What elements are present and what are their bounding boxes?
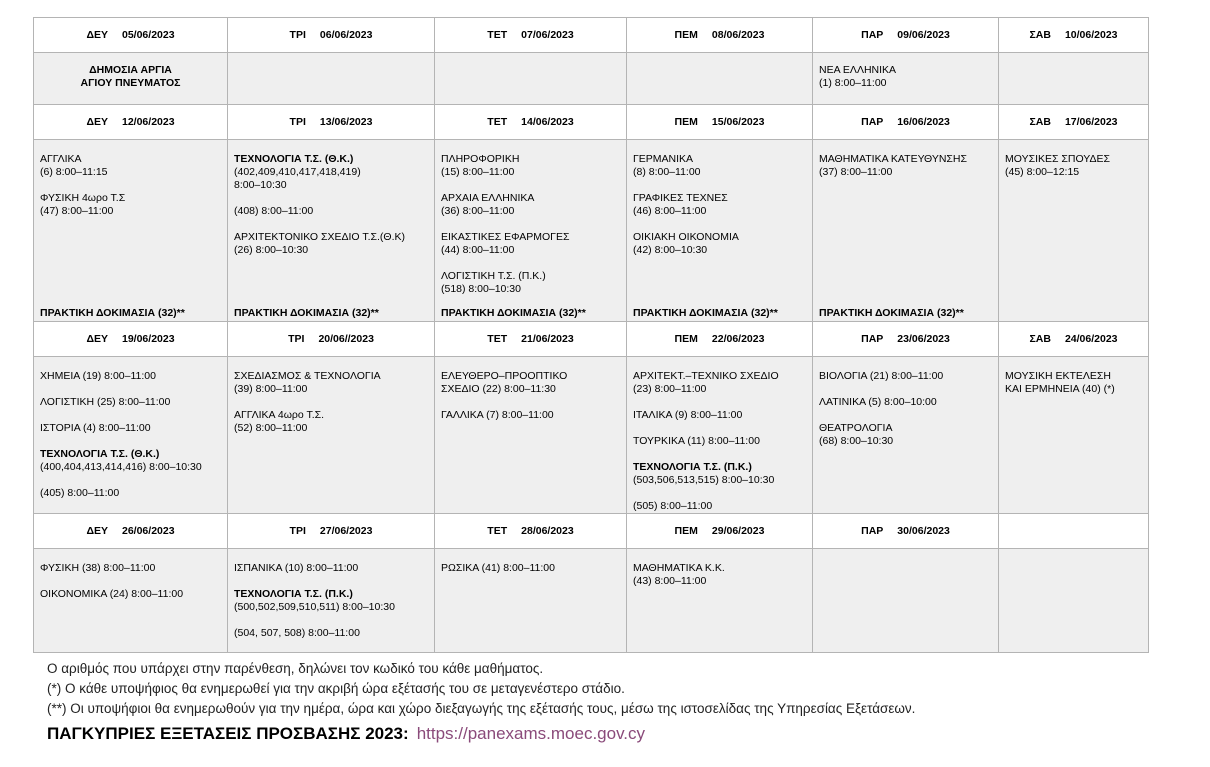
practical-test-label: ΠΡΑΚΤΙΚΗ ΔΟΚΙΜΑΣΙΑ (32)** xyxy=(40,307,185,319)
day-header: ΤΡΙ 06/06/2023 xyxy=(228,18,435,53)
day-header: ΠΑΡ 16/06/2023 xyxy=(813,105,999,140)
day-header: ΔΕΥ 05/06/2023 xyxy=(34,18,228,53)
footer xyxy=(47,724,645,744)
day-header: ΤΕΤ 07/06/2023 xyxy=(435,18,627,53)
day-header: ΔΕΥ 19/06/2023 xyxy=(34,322,228,357)
empty-cell xyxy=(435,53,627,105)
week2-header-row xyxy=(34,105,1149,140)
day-header: ΣΑΒ 17/06/2023 xyxy=(999,105,1149,140)
day-header: ΤΕΤ 14/06/2023 xyxy=(435,105,627,140)
practical-test-label: ΠΡΑΚΤΙΚΗ ΔΟΚΙΜΑΣΙΑ (32)** xyxy=(633,307,778,319)
practical-test-label: ΠΡΑΚΤΙΚΗ ΔΟΚΙΜΑΣΙΑ (32)** xyxy=(819,307,964,319)
note-course-code: Ο αριθμός που υπάρχει στην παρένθεση, δηλώνει τον κωδικό του κάθε μαθήματος. xyxy=(47,661,544,676)
day-header: ΣΑΒ 24/06/2023 xyxy=(999,322,1149,357)
empty-cell xyxy=(999,53,1149,105)
exam-cell: ΠΛΗΡΟΦΟΡΙΚΗ (15) 8:00–11:00 ΑΡΧΑΙΑ ΕΛΛΗΝΙΚΑ (36) 8:00–11:00 ΕΙΚΑΣΤΙΚΕΣ ΕΦΑΡΜΟΓΕΣ (44) 8:00–11:00 ΛΟΓΙΣΤΙΚΗ Τ.Σ. (Π.Κ.) (518) 8:00–10:30 ΠΡΑΚΤΙΚΗ ΔΟΚΙΜΑΣΙΑ (32)** xyxy=(435,140,627,322)
exam-schedule-table xyxy=(33,17,1149,653)
footnotes xyxy=(47,659,915,719)
day-header: ΤΡΙ 13/06/2023 xyxy=(228,105,435,140)
practical-test-label: ΠΡΑΚΤΙΚΗ ΔΟΚΙΜΑΣΙΑ (32)** xyxy=(441,307,586,319)
exam-cell: ΙΣΠΑΝΙΚΑ (10) 8:00–11:00 ΤΕΧΝΟΛΟΓΙΑ Τ.Σ. (Π.Κ.) (500,502,509,510,511) 8:00–10:30 (504, 507, 508) 8:00–11:00 xyxy=(228,549,435,653)
day-header: ΠΕΜ 15/06/2023 xyxy=(627,105,813,140)
week3-header-row xyxy=(34,322,1149,357)
exam-cell: ΣΧΕΔΙΑΣΜΟΣ & ΤΕΧΝΟΛΟΓΙΑ (39) 8:00–11:00 ΑΓΓΛΙΚΑ 4ωρο Τ.Σ. (52) 8:00–11:00 xyxy=(228,357,435,514)
exam-cell: ΑΓΓΛΙΚΑ (6) 8:00–11:15 ΦΥΣΙΚΗ 4ωρο Τ.Σ (47) 8:00–11:00 ΠΡΑΚΤΙΚΗ ΔΟΚΙΜΑΣΙΑ (32)** xyxy=(34,140,228,322)
note-single-asterisk: (*) Ο κάθε υποψήφιος θα ενημερωθεί για την ακριβή ώρα εξέτασής του σε μεταγενέστερο στάδιο. xyxy=(47,681,625,696)
week4-body-row xyxy=(34,549,1149,653)
empty-cell xyxy=(627,53,813,105)
day-header: ΠΕΜ 22/06/2023 xyxy=(627,322,813,357)
day-header: ΠΑΡ 23/06/2023 xyxy=(813,322,999,357)
week3-body-row xyxy=(34,357,1149,514)
holiday-cell: ΔΗΜΟΣΙΑ ΑΡΓΙΑ ΑΓΙΟΥ ΠΝΕΥΜΑΤΟΣ xyxy=(34,53,228,105)
day-header: ΤΡΙ 20/06//2023 xyxy=(228,322,435,357)
exam-cell: ΑΡΧΙΤΕΚΤ.–ΤΕΧΝΙΚΟ ΣΧΕΔΙΟ (23) 8:00–11:00 ΙΤΑΛΙΚΑ (9) 8:00–11:00 ΤΟΥΡΚΙΚΑ (11) 8:00–11:00 ΤΕΧΝΟΛΟΓΙΑ Τ.Σ. (Π.Κ.) (503,506,513,515) 8:00–10:30 (505) 8:00–11:00 xyxy=(627,357,813,514)
exam-cell: ΤΕΧΝΟΛΟΓΙΑ Τ.Σ. (Θ.Κ.) (402,409,410,417,418,419) 8:00–10:30 (408) 8:00–11:00 ΑΡΧΙΤΕΚΤΟΝΙΚΟ ΣΧΕΔΙΟ Τ.Σ.(Θ.Κ) (26) 8:00–10:30 ΠΡΑΚΤΙΚΗ ΔΟΚΙΜΑΣΙΑ (32)** xyxy=(228,140,435,322)
exam-cell: ΧΗΜΕΙΑ (19) 8:00–11:00 ΛΟΓΙΣΤΙΚΗ (25) 8:00–11:00 ΙΣΤΟΡΙΑ (4) 8:00–11:00 ΤΕΧΝΟΛΟΓΙΑ Τ.Σ. (Θ.Κ.) (400,404,413,414,416) 8:00–10:30 (405) 8:00–11:00 xyxy=(34,357,228,514)
week4-header-row xyxy=(34,514,1149,549)
practical-test-label: ΠΡΑΚΤΙΚΗ ΔΟΚΙΜΑΣΙΑ (32)** xyxy=(234,307,379,319)
note-double-asterisk: (**) Οι υποψήφιοι θα ενημερωθούν για την ημέρα, ώρα και χώρο διεξαγωγής της εξέτασής τους, μέσω της ιστοσελίδας της Υπηρεσίας Εξετάσεων. xyxy=(47,701,916,716)
empty-cell xyxy=(813,549,999,653)
footer-title: ΠΑΓΚΥΠΡΙΕΣ ΕΞΕΤΑΣΕΙΣ ΠΡΟΣΒΑΣΗΣ 2023: xyxy=(47,724,409,743)
exam-cell: ΡΩΣΙΚΑ (41) 8:00–11:00 xyxy=(435,549,627,653)
day-header: ΠΑΡ 09/06/2023 xyxy=(813,18,999,53)
exam-cell: ΦΥΣΙΚΗ (38) 8:00–11:00 ΟΙΚΟΝΟΜΙΚΑ (24) 8:00–11:00 xyxy=(34,549,228,653)
exam-cell: ΜΟΥΣΙΚΗ ΕΚΤΕΛΕΣΗ ΚΑΙ ΕΡΜΗΝΕΙΑ (40) (*) xyxy=(999,357,1149,514)
day-header: ΤΕΤ 28/06/2023 xyxy=(435,514,627,549)
exam-cell: ΓΕΡΜΑΝΙΚΑ (8) 8:00–11:00 ΓΡΑΦΙΚΕΣ ΤΕΧΝΕΣ (46) 8:00–11:00 ΟΙΚΙΑΚΗ ΟΙΚΟΝΟΜΙΑ (42) 8:00–10:30 ΠΡΑΚΤΙΚΗ ΔΟΚΙΜΑΣΙΑ (32)** xyxy=(627,140,813,322)
day-header: ΤΡΙ 27/06/2023 xyxy=(228,514,435,549)
exam-cell: ΜΟΥΣΙΚΕΣ ΣΠΟΥΔΕΣ (45) 8:00–12:15 xyxy=(999,140,1149,322)
exam-cell: ΕΛΕΥΘΕΡΟ–ΠΡΟΟΠΤΙΚΟ ΣΧΕΔΙΟ (22) 8:00–11:30 ΓΑΛΛΙΚΑ (7) 8:00–11:00 xyxy=(435,357,627,514)
exam-cell: ΒΙΟΛΟΓΙΑ (21) 8:00–11:00 ΛΑΤΙΝΙΚΑ (5) 8:00–10:00 ΘΕΑΤΡΟΛΟΓΙΑ (68) 8:00–10:30 xyxy=(813,357,999,514)
day-header: ΠΕΜ 08/06/2023 xyxy=(627,18,813,53)
day-header: ΤΕΤ 21/06/2023 xyxy=(435,322,627,357)
day-header xyxy=(999,514,1149,549)
exam-cell: ΝΕΑ ΕΛΛΗΝΙΚΑ (1) 8:00–11:00 xyxy=(813,53,999,105)
week2-body-row xyxy=(34,140,1149,322)
exam-cell: ΜΑΘΗΜΑΤΙΚΑ Κ.Κ. (43) 8:00–11:00 xyxy=(627,549,813,653)
exam-cell: ΜΑΘΗΜΑΤΙΚΑ ΚΑΤΕΥΘΥΝΣΗΣ (37) 8:00–11:00 ΠΡΑΚΤΙΚΗ ΔΟΚΙΜΑΣΙΑ (32)** xyxy=(813,140,999,322)
day-header: ΠΕΜ 29/06/2023 xyxy=(627,514,813,549)
empty-cell xyxy=(999,549,1149,653)
week1-header-row xyxy=(34,18,1149,53)
day-header: ΣΑΒ 10/06/2023 xyxy=(999,18,1149,53)
website-link[interactable]: https://panexams.moec.gov.cy xyxy=(416,724,646,743)
week1-body-row xyxy=(34,53,1149,105)
day-header: ΠΑΡ 30/06/2023 xyxy=(813,514,999,549)
empty-cell xyxy=(228,53,435,105)
day-header: ΔΕΥ 26/06/2023 xyxy=(34,514,228,549)
day-header: ΔΕΥ 12/06/2023 xyxy=(34,105,228,140)
